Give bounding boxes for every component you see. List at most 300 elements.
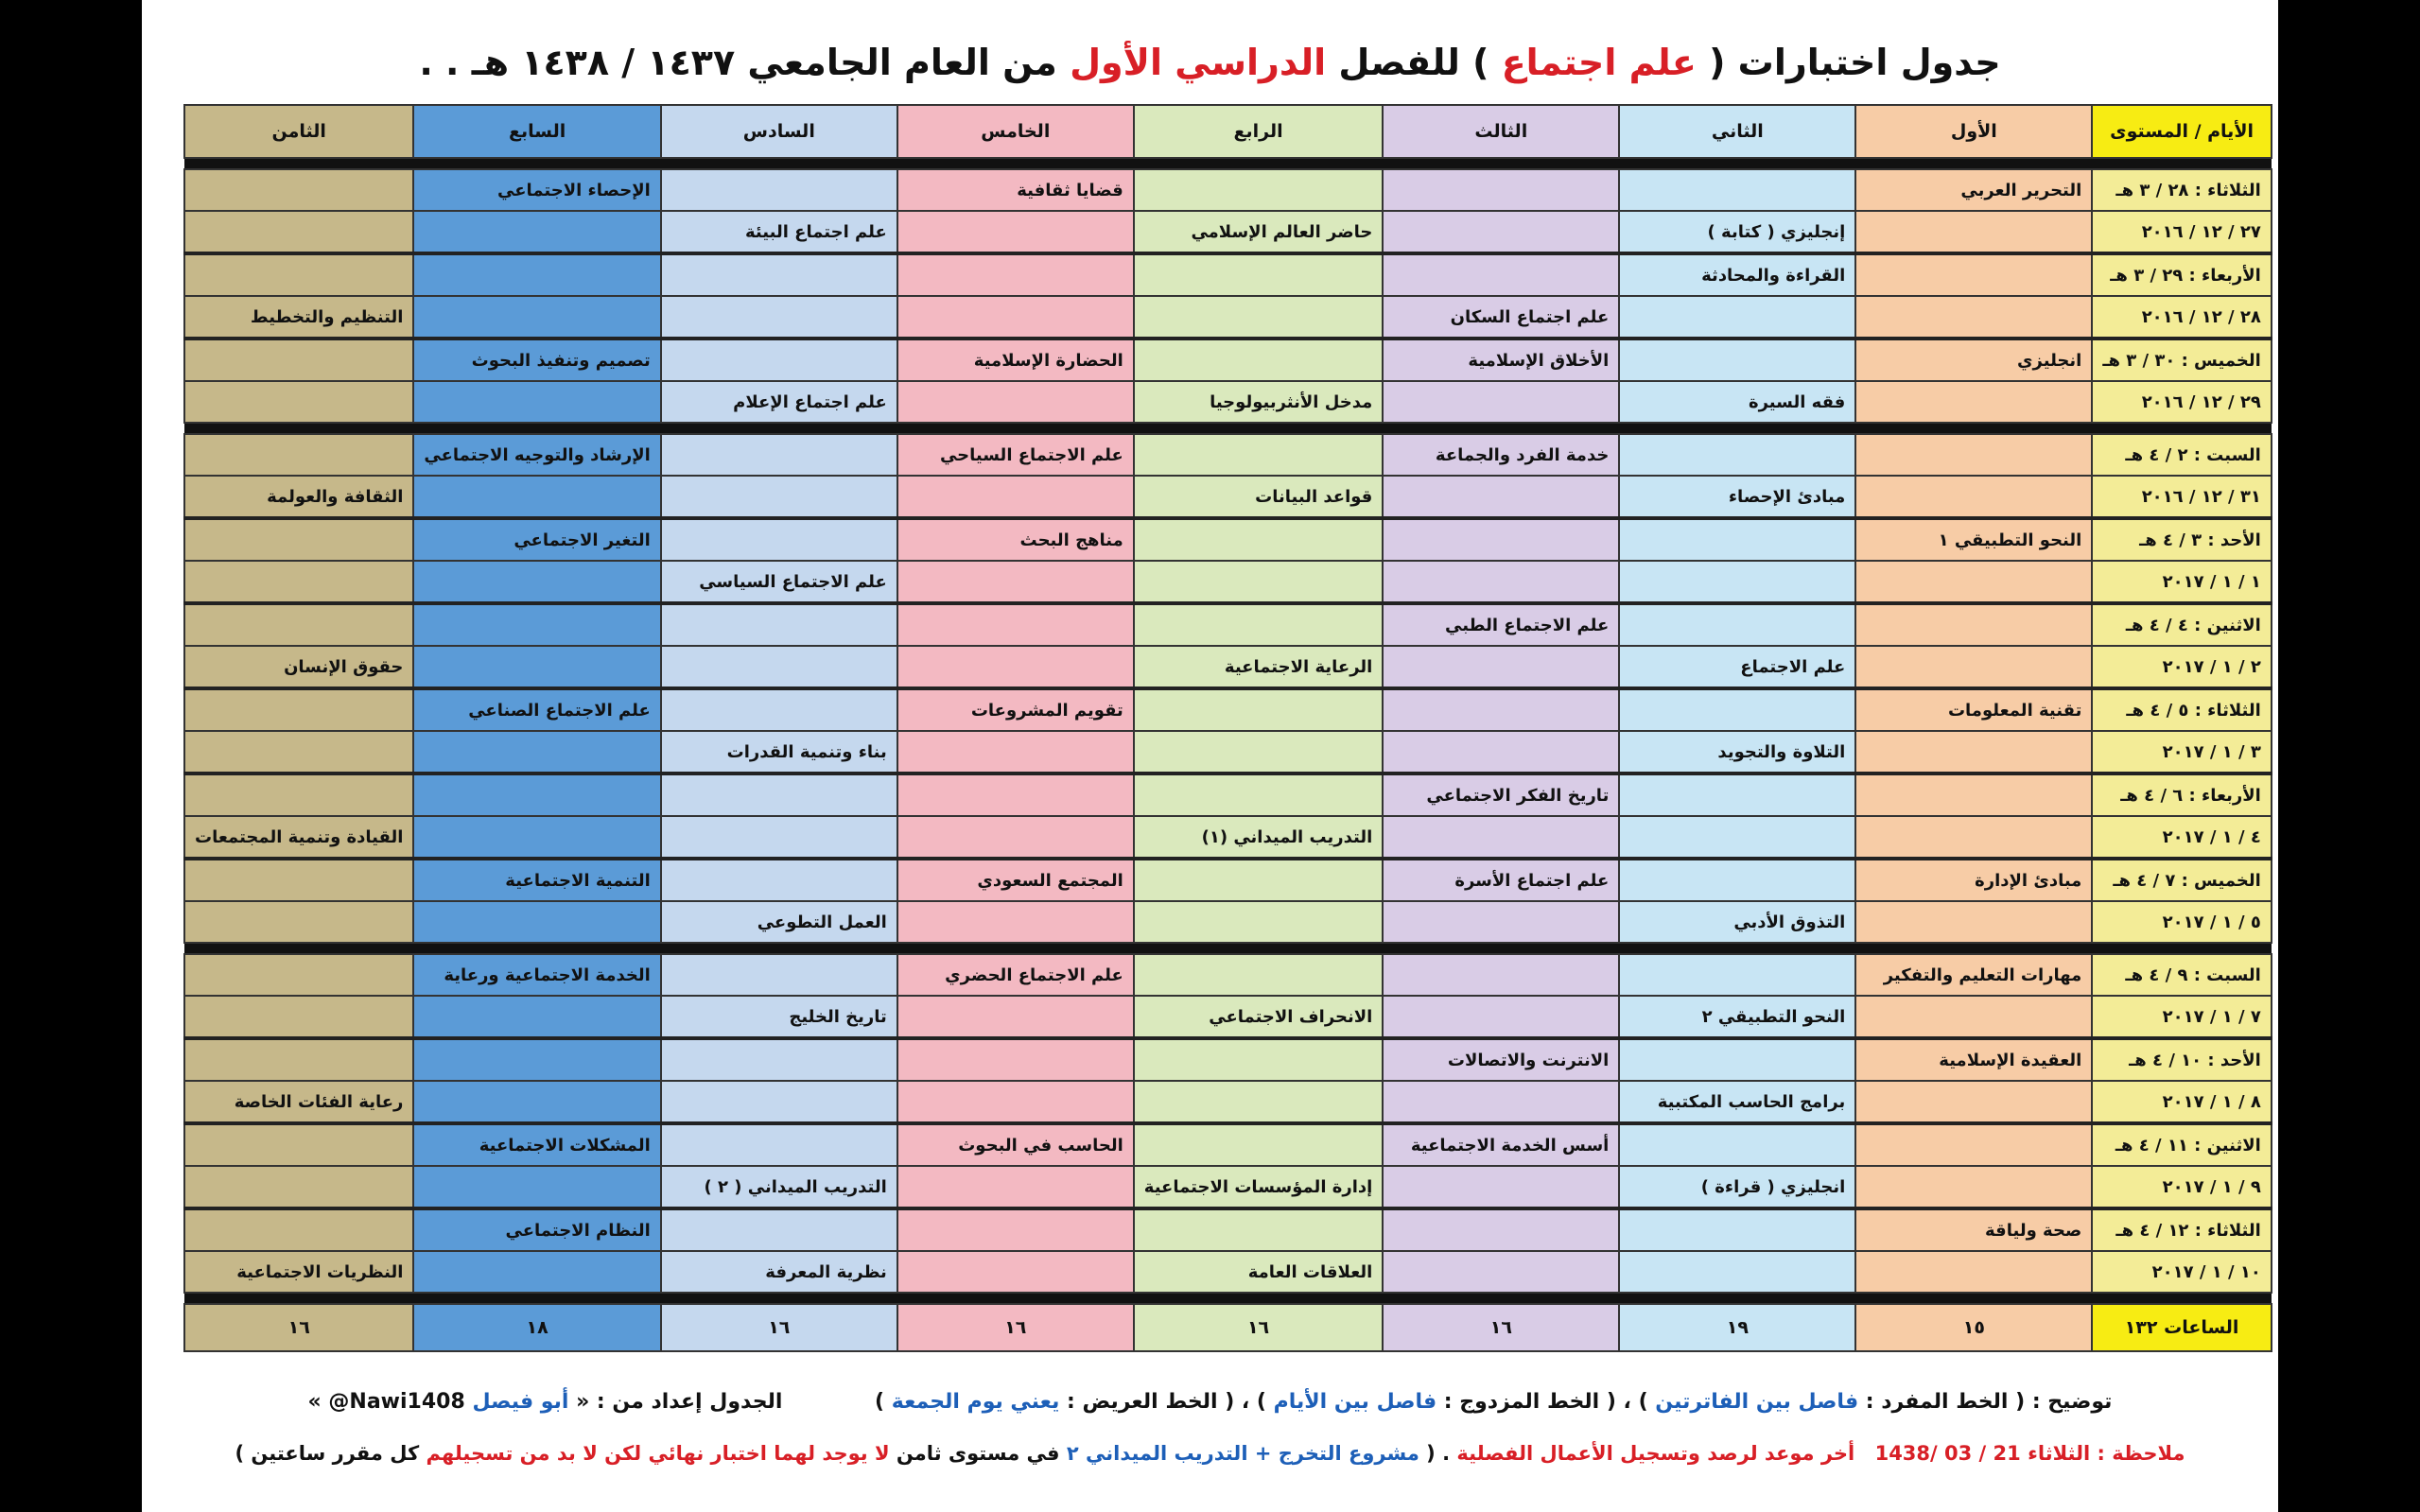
course-cell: علم الاجتماع الصناعي: [413, 688, 660, 731]
course-cell: [661, 253, 897, 296]
course-cell: [1134, 731, 1384, 773]
course-cell: [184, 211, 413, 253]
course-cell: [1134, 1123, 1384, 1166]
course-cell: [184, 339, 413, 381]
day-cell: الاثنين : ٤ / ٤ هـ: [2092, 603, 2272, 646]
course-cell: [1619, 339, 1855, 381]
table-row: [184, 688, 2272, 731]
author-name: أبو فيصل: [472, 1390, 569, 1414]
course-cell: النحو التطبيقي ٢: [1619, 996, 1855, 1038]
day-cell: الثلاثاء : ٢٨ / ٣ هـ: [2092, 169, 2272, 211]
level-hours-cell: ١٩: [1619, 1304, 1855, 1351]
course-cell: [661, 816, 897, 859]
course-cell: [184, 731, 413, 773]
header-row: [184, 105, 2272, 158]
course-cell: [184, 1208, 413, 1251]
table-row: [184, 518, 2272, 561]
course-cell: [1855, 646, 2092, 688]
course-cell: [1855, 381, 2092, 423]
course-cell: [897, 296, 1134, 339]
note-text: ملاحظة : الثلاثاء 21 / 03 /1438: [1874, 1442, 2185, 1465]
note-text: لا يوجد لهما اختبار نهائي لكن لا بد من تسجيلهم: [426, 1442, 890, 1465]
course-cell: [1134, 773, 1384, 816]
week-separator: [184, 1293, 2272, 1304]
course-cell: [1383, 381, 1619, 423]
course-cell: [413, 253, 660, 296]
course-cell: [184, 688, 413, 731]
course-cell: التذوق الأدبي: [1619, 901, 1855, 943]
table-row: [184, 773, 2272, 816]
table-row: [184, 646, 2272, 688]
course-cell: النحو التطبيقي ١: [1855, 518, 2092, 561]
course-cell: [1383, 169, 1619, 211]
course-cell: المجتمع السعودي: [897, 859, 1134, 901]
course-cell: [1619, 603, 1855, 646]
course-cell: مبادئ الإحصاء: [1619, 476, 1855, 518]
header-level-7: السابع: [413, 105, 660, 158]
author-label: الجدول إعداد من : «: [568, 1390, 783, 1414]
table-row: [184, 1166, 2272, 1208]
day-cell: السبت : ٩ / ٤ هـ: [2092, 954, 2272, 996]
course-cell: [1383, 901, 1619, 943]
author-handle: Nawi1408@ »: [307, 1390, 473, 1414]
course-cell: [413, 1038, 660, 1081]
title-part: ) للفصل: [1326, 42, 1502, 83]
course-cell: مدخل الأنثربيولوجيا: [1134, 381, 1384, 423]
course-cell: حاضر العالم الإسلامي: [1134, 211, 1384, 253]
course-cell: الرعاية الاجتماعية: [1134, 646, 1384, 688]
course-cell: الانترنت والاتصالات: [1383, 1038, 1619, 1081]
course-cell: [897, 253, 1134, 296]
note-text: فاصل بين الفاترتين: [1655, 1390, 1859, 1414]
course-cell: [1619, 1123, 1855, 1166]
course-cell: [1134, 1208, 1384, 1251]
table-row: [184, 996, 2272, 1038]
course-cell: حقوق الإنسان: [184, 646, 413, 688]
course-cell: [897, 1208, 1134, 1251]
table-row: [184, 1208, 2272, 1251]
level-hours-cell: ١٥: [1855, 1304, 2092, 1351]
course-cell: [1855, 901, 2092, 943]
course-cell: [1619, 773, 1855, 816]
course-cell: [1383, 1166, 1619, 1208]
course-cell: [661, 1123, 897, 1166]
course-cell: إدارة المؤسسات الاجتماعية: [1134, 1166, 1384, 1208]
course-cell: [184, 901, 413, 943]
course-cell: [1134, 253, 1384, 296]
course-cell: [1383, 996, 1619, 1038]
course-cell: [184, 381, 413, 423]
course-cell: [413, 773, 660, 816]
note-text: ) ، ( الخط العريض :: [1059, 1390, 1274, 1414]
course-cell: [184, 561, 413, 603]
course-cell: [1855, 1081, 2092, 1123]
course-cell: [413, 476, 660, 518]
course-cell: [661, 954, 897, 996]
note-text: يعني يوم الجمعة: [891, 1390, 1060, 1414]
course-cell: [1855, 476, 2092, 518]
title-part: جدول اختبارات (: [1696, 42, 2001, 83]
course-cell: [1134, 561, 1384, 603]
course-cell: الإحصاء الاجتماعي: [413, 169, 660, 211]
table-row: [184, 381, 2272, 423]
course-cell: [897, 901, 1134, 943]
course-cell: [413, 211, 660, 253]
level-hours-cell: ١٦: [897, 1304, 1134, 1351]
course-cell: [897, 996, 1134, 1038]
date-cell: ١٠ / ١ / ٢٠١٧: [2092, 1251, 2272, 1293]
course-cell: إنجليزي ( كتابة ): [1619, 211, 1855, 253]
week-separator: [184, 158, 2272, 169]
course-cell: التحرير العربي: [1855, 169, 2092, 211]
course-cell: [897, 773, 1134, 816]
course-cell: [1619, 859, 1855, 901]
table-row: [184, 211, 2272, 253]
course-cell: [661, 773, 897, 816]
day-cell: السبت : ٢ / ٤ هـ: [2092, 434, 2272, 476]
date-cell: ٧ / ١ / ٢٠١٧: [2092, 996, 2272, 1038]
course-cell: [1855, 561, 2092, 603]
course-cell: علم اجتماع البيئة: [661, 211, 897, 253]
course-cell: [1383, 476, 1619, 518]
course-cell: [413, 1166, 660, 1208]
course-cell: الثقافة والعولمة: [184, 476, 413, 518]
course-cell: [897, 603, 1134, 646]
note-text: . (: [1419, 1442, 1457, 1465]
course-cell: [413, 1251, 660, 1293]
course-cell: [1855, 1123, 2092, 1166]
date-cell: ٩ / ١ / ٢٠١٧: [2092, 1166, 2272, 1208]
header-level-2: الثاني: [1619, 105, 1855, 158]
course-cell: نظرية المعرفة: [661, 1251, 897, 1293]
course-cell: [1619, 434, 1855, 476]
course-cell: [1383, 954, 1619, 996]
course-cell: [184, 1123, 413, 1166]
separator-cell: [184, 943, 2272, 954]
table-row: [184, 954, 2272, 996]
course-cell: العقيدة الإسلامية: [1855, 1038, 2092, 1081]
table-row: [184, 731, 2272, 773]
level-hours-cell: ١٨: [413, 1304, 660, 1351]
course-cell: [1855, 731, 2092, 773]
course-cell: [1855, 211, 2092, 253]
course-cell: [897, 1166, 1134, 1208]
course-cell: [413, 901, 660, 943]
course-cell: [184, 169, 413, 211]
course-cell: [413, 561, 660, 603]
week-separator: [184, 423, 2272, 434]
level-hours-cell: ١٦: [1383, 1304, 1619, 1351]
date-cell: ٢ / ١ / ٢٠١٧: [2092, 646, 2272, 688]
course-cell: [184, 1166, 413, 1208]
course-cell: [1855, 434, 2092, 476]
course-cell: المشكلات الاجتماعية: [413, 1123, 660, 1166]
separator-cell: [184, 423, 2272, 434]
course-cell: [1619, 816, 1855, 859]
course-cell: النظريات الاجتماعية: [184, 1251, 413, 1293]
day-cell: الأحد : ١٠ / ٤ هـ: [2092, 1038, 2272, 1081]
course-cell: [661, 859, 897, 901]
course-cell: [1619, 169, 1855, 211]
course-cell: الخدمة الاجتماعية ورعاية: [413, 954, 660, 996]
course-cell: علم اجتماع الإعلام: [661, 381, 897, 423]
course-cell: [1619, 1038, 1855, 1081]
course-cell: علم الاجتماع السياسي: [661, 561, 897, 603]
course-cell: [413, 646, 660, 688]
date-cell: ٤ / ١ / ٢٠١٧: [2092, 816, 2272, 859]
course-cell: علم الاجتماع: [1619, 646, 1855, 688]
course-cell: [661, 434, 897, 476]
level-hours-cell: ١٦: [661, 1304, 897, 1351]
course-cell: [1134, 518, 1384, 561]
day-cell: الاثنين : ١١ / ٤ هـ: [2092, 1123, 2272, 1166]
title-subject: علم اجتماع: [1501, 42, 1697, 83]
title-semester: الدراسي الأول: [1070, 42, 1327, 83]
course-cell: [1134, 859, 1384, 901]
course-cell: [897, 816, 1134, 859]
header-level-5: الخامس: [897, 105, 1134, 158]
course-cell: علم الاجتماع الحضري: [897, 954, 1134, 996]
course-cell: الحضارة الإسلامية: [897, 339, 1134, 381]
note-text: ) ، ( الخط المزدوج :: [1436, 1390, 1656, 1414]
course-cell: علم اجتماع السكان: [1383, 296, 1619, 339]
course-cell: الحاسب في البحوث: [897, 1123, 1134, 1166]
day-cell: الثلاثاء : ١٢ / ٤ هـ: [2092, 1208, 2272, 1251]
course-cell: [1134, 603, 1384, 646]
course-cell: [184, 954, 413, 996]
course-cell: [1134, 169, 1384, 211]
header-level-8: الثامن: [184, 105, 413, 158]
course-cell: علم الاجتماع الطبي: [1383, 603, 1619, 646]
course-cell: القراءة والمحادثة: [1619, 253, 1855, 296]
course-cell: [1383, 253, 1619, 296]
course-cell: العلاقات العامة: [1134, 1251, 1384, 1293]
course-cell: [897, 1251, 1134, 1293]
course-cell: انجليزي ( قراءة ): [1619, 1166, 1855, 1208]
course-cell: [897, 646, 1134, 688]
level-hours-cell: ١٦: [184, 1304, 413, 1351]
course-cell: [1134, 339, 1384, 381]
course-cell: التدريب الميداني ( ٢ ): [661, 1166, 897, 1208]
note-text: كل مقرر ساعتين ): [235, 1442, 427, 1465]
course-cell: قواعد البيانات: [1134, 476, 1384, 518]
course-cell: [1383, 1251, 1619, 1293]
note-text: في مستوى ثامن: [889, 1442, 1067, 1465]
separator-cell: [184, 158, 2272, 169]
header-level-1: الأول: [1855, 105, 2092, 158]
course-cell: انجليزي: [1855, 339, 2092, 381]
course-cell: [1383, 1208, 1619, 1251]
course-cell: مهارات التعليم والتفكير: [1855, 954, 2092, 996]
course-cell: خدمة الفرد والجماعة: [1383, 434, 1619, 476]
remark-note: [142, 1442, 2278, 1465]
course-cell: [1855, 816, 2092, 859]
course-cell: [1383, 731, 1619, 773]
course-cell: [1134, 954, 1384, 996]
course-cell: [661, 296, 897, 339]
course-cell: [1134, 434, 1384, 476]
course-cell: أسس الخدمة الاجتماعية: [1383, 1123, 1619, 1166]
course-cell: العمل التطوعي: [661, 901, 897, 943]
course-cell: الأخلاق الإسلامية: [1383, 339, 1619, 381]
day-cell: الخميس : ٧ / ٤ هـ: [2092, 859, 2272, 901]
course-cell: [184, 1038, 413, 1081]
table-row: [184, 1038, 2272, 1081]
table-row: [184, 1123, 2272, 1166]
date-cell: ٢٧ / ١٢ / ٢٠١٦: [2092, 211, 2272, 253]
course-cell: [1855, 1251, 2092, 1293]
course-cell: [1134, 688, 1384, 731]
course-cell: [184, 773, 413, 816]
separator-cell: [184, 1293, 2272, 1304]
course-cell: [1855, 296, 2092, 339]
course-cell: [661, 169, 897, 211]
day-cell: الثلاثاء : ٥ / ٤ هـ: [2092, 688, 2272, 731]
course-cell: [184, 996, 413, 1038]
course-cell: [184, 603, 413, 646]
course-cell: برامج الحاسب المكتبية: [1619, 1081, 1855, 1123]
course-cell: بناء وتنمية القدرات: [661, 731, 897, 773]
course-cell: [661, 1038, 897, 1081]
course-cell: [1619, 296, 1855, 339]
table-row: [184, 859, 2272, 901]
date-cell: ٣ / ١ / ٢٠١٧: [2092, 731, 2272, 773]
table-row: [184, 434, 2272, 476]
table-row: [184, 901, 2272, 943]
course-cell: [661, 339, 897, 381]
course-cell: علم الاجتماع السياحي: [897, 434, 1134, 476]
date-cell: ٣١ / ١٢ / ٢٠١٦: [2092, 476, 2272, 518]
course-cell: [661, 476, 897, 518]
course-cell: [1619, 688, 1855, 731]
course-cell: [897, 1038, 1134, 1081]
legend-note: [142, 1390, 2278, 1414]
course-cell: [661, 1081, 897, 1123]
course-cell: [184, 859, 413, 901]
course-cell: علم اجتماع الأسرة: [1383, 859, 1619, 901]
table-row: [184, 1251, 2272, 1293]
course-cell: [1855, 1166, 2092, 1208]
course-cell: [661, 688, 897, 731]
course-cell: تقنية المعلومات: [1855, 688, 2092, 731]
table-row: [184, 253, 2272, 296]
day-cell: الأحد : ٣ / ٤ هـ: [2092, 518, 2272, 561]
course-cell: [1855, 603, 2092, 646]
course-cell: مبادئ الإدارة: [1855, 859, 2092, 901]
course-cell: القيادة وتنمية المجتمعات: [184, 816, 413, 859]
course-cell: [1855, 253, 2092, 296]
table-row: [184, 603, 2272, 646]
schedule-page: [142, 0, 2278, 1512]
date-cell: ٢٨ / ١٢ / ٢٠١٦: [2092, 296, 2272, 339]
course-cell: التغير الاجتماعي: [413, 518, 660, 561]
course-cell: [1134, 1038, 1384, 1081]
note-text: أخر موعد لرصد وتسجيل الأعمال الفصلية: [1456, 1442, 1855, 1465]
course-cell: صحة ولياقة: [1855, 1208, 2092, 1251]
table-row: [184, 561, 2272, 603]
course-cell: [1619, 954, 1855, 996]
date-cell: ١ / ١ / ٢٠١٧: [2092, 561, 2272, 603]
course-cell: [1383, 1081, 1619, 1123]
course-cell: الإرشاد والتوجيه الاجتماعي: [413, 434, 660, 476]
course-cell: [897, 731, 1134, 773]
page-title: [142, 42, 2278, 100]
table-row: [184, 169, 2272, 211]
course-cell: التدريب الميداني (١): [1134, 816, 1384, 859]
course-cell: قضايا ثقافية: [897, 169, 1134, 211]
table-row: [184, 339, 2272, 381]
course-cell: [1134, 1081, 1384, 1123]
day-cell: الأربعاء : ٢٩ / ٣ هـ: [2092, 253, 2272, 296]
course-cell: [897, 561, 1134, 603]
course-cell: [184, 518, 413, 561]
header-level-3: الثالث: [1383, 105, 1619, 158]
course-cell: [1855, 996, 2092, 1038]
date-cell: ٢٩ / ١٢ / ٢٠١٦: [2092, 381, 2272, 423]
course-cell: [413, 1081, 660, 1123]
course-cell: [1619, 561, 1855, 603]
course-cell: [1383, 688, 1619, 731]
total-hours-cell: الساعات ١٣٢: [2092, 1304, 2272, 1351]
course-cell: [1383, 561, 1619, 603]
course-cell: [897, 1081, 1134, 1123]
header-level-6: السادس: [661, 105, 897, 158]
header-days-level: الأيام / المستوى: [2092, 105, 2272, 158]
course-cell: مناهج البحث: [897, 518, 1134, 561]
course-cell: [1383, 211, 1619, 253]
course-cell: تصميم وتنفيذ البحوث: [413, 339, 660, 381]
course-cell: [1383, 646, 1619, 688]
course-cell: [1134, 296, 1384, 339]
course-cell: فقه السيرة: [1619, 381, 1855, 423]
course-cell: [897, 476, 1134, 518]
course-cell: التنمية الاجتماعية: [413, 859, 660, 901]
hours-row: [184, 1304, 2272, 1351]
course-cell: تقويم المشروعات: [897, 688, 1134, 731]
table-row: [184, 816, 2272, 859]
day-cell: الخميس : ٣٠ / ٣ هـ: [2092, 339, 2272, 381]
course-cell: [413, 381, 660, 423]
course-cell: [413, 603, 660, 646]
table-row: [184, 1081, 2272, 1123]
course-cell: تاريخ الفكر الاجتماعي: [1383, 773, 1619, 816]
course-cell: [413, 296, 660, 339]
course-cell: [184, 253, 413, 296]
course-cell: [1855, 773, 2092, 816]
header-level-4: الرابع: [1134, 105, 1384, 158]
course-cell: الانحراف الاجتماعي: [1134, 996, 1384, 1038]
date-cell: ٥ / ١ / ٢٠١٧: [2092, 901, 2272, 943]
course-cell: [661, 518, 897, 561]
course-cell: [413, 816, 660, 859]
day-cell: الأربعاء : ٦ / ٤ هـ: [2092, 773, 2272, 816]
course-cell: التلاوة والتجويد: [1619, 731, 1855, 773]
course-cell: [661, 603, 897, 646]
course-cell: [1619, 1208, 1855, 1251]
table-row: [184, 296, 2272, 339]
note-text: ): [875, 1390, 892, 1414]
course-cell: [413, 731, 660, 773]
course-cell: رعاية الفئات الخاصة: [184, 1081, 413, 1123]
course-cell: [413, 996, 660, 1038]
course-cell: [1619, 1251, 1855, 1293]
course-cell: [661, 646, 897, 688]
week-separator: [184, 943, 2272, 954]
course-cell: النظام الاجتماعي: [413, 1208, 660, 1251]
course-cell: [1383, 816, 1619, 859]
note-text: فاصل بين الأيام: [1273, 1390, 1437, 1414]
note-text: مشروع التخرج + التدريب الميداني ٢: [1066, 1442, 1419, 1465]
